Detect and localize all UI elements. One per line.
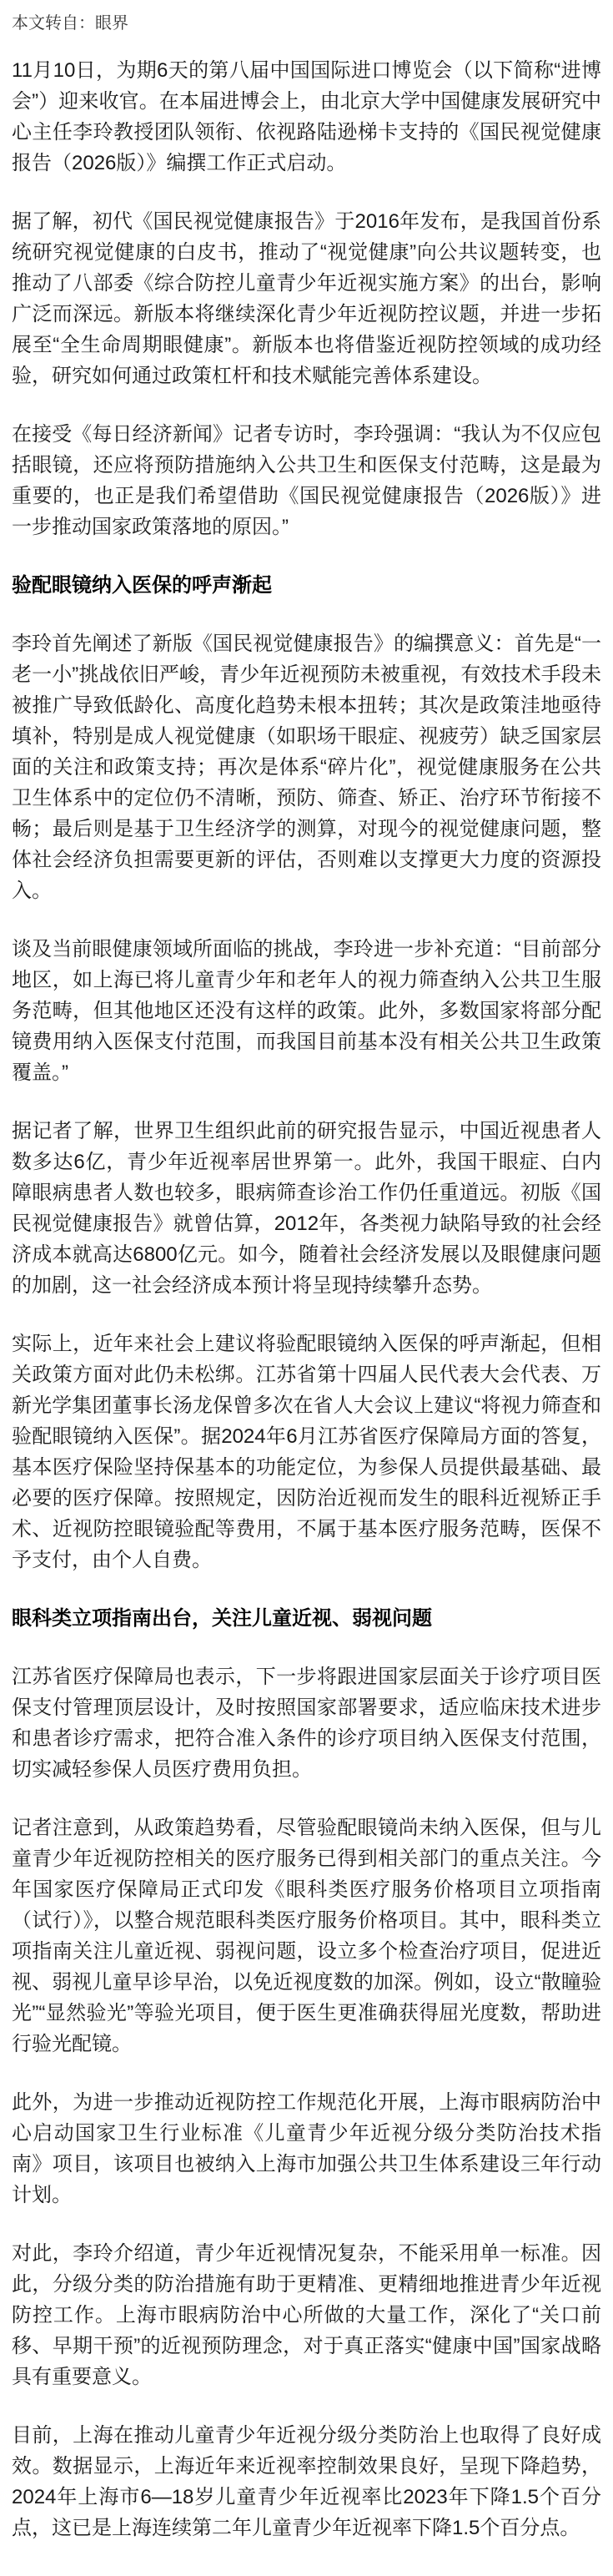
section-heading-ophthalmology-guide: 眼科类立项指南出台，关注儿童近视、弱视问题	[12, 1607, 432, 1630]
paragraph-report-history: 据了解，初代《国民视觉健康报告》于2016年发布，是我国首份系统研究视觉健康的白皮书，推动了“视觉健康”向公共议题转变，也推动了八部委《综合防控儿童青少年近视实施方案》的出台，影响广泛而深远。新版本将继续深化青少年近视防控议题，并进一步拓展至“全生命周期眼健康”。新版本也将借鉴近视防控领域的成功经验，研究如何通过政策杠杆和技术赋能完善体系建设。	[12, 210, 601, 387]
paragraph-challenges-quote: 谈及当前眼健康领域所面临的挑战，李玲进一步补充道：“目前部分地区，如上海已将儿童青少年和老年人的视力筛查纳入公共卫生服务范畴，但其他地区还没有这样的政策。此外，多数国家将部分配镜费用纳入医保支付范围，而我国目前基本没有相关公共卫生政策覆盖。”	[12, 938, 601, 1084]
paragraph-policy-trend: 记者注意到，从政策趋势看，尽管验配眼镜尚未纳入医保，但与儿童青少年近视防控相关的医疗服务已得到相关部门的重点关注。今年国家医疗保障局正式印发《眼科类医疗服务价格项目立项指南（试行）》，以整合规范眼科类医疗服务价格项目。其中，眼科类立项指南关注儿童近视、弱视问题，设立多个检查治疗项目，促进近视、弱视儿童早诊早治，以免近视度数的加深。例如，设立“散瞳验光”“显然验光”等验光项目，便于医生更准确获得屈光度数，帮助进行验光配镜。	[12, 1817, 601, 2055]
paragraph-jiangsu-proposal: 实际上，近年来社会上建议将验配眼镜纳入医保的呼声渐起，但相关政策方面对此仍未松绑。江苏省第十四届人民代表大会代表、万新光学集团董事长汤龙保曾多次在省人大会议上建议“将视力筛查和验配眼镜纳入医保”。据2024年6月江苏省医疗保障局方面的答复，基本医疗保险坚持保基本的功能定位，为参保人员提供最基础、最必要的医疗保障。按照规定，因防治近视而发生的眼科近视矫正手术、近视防控眼镜验配等费用，不属于基本医疗服务范畴，医保不予支付，由个人自费。	[12, 1333, 601, 1571]
paragraph-shanghai-standard: 此外，为进一步推动近视防控工作规范化开展，上海市眼病防治中心启动国家卫生行业标准《儿童青少年近视分级分类防治技术指南》项目，该项目也被纳入上海市加强公共卫生体系建设三年行动计划。	[12, 2091, 601, 2206]
paragraph-who-statistics: 据记者了解，世界卫生组织此前的研究报告显示，中国近视患者人数多达6亿，青少年近视率居世界第一。此外，我国干眼症、白内障眼病患者人数也较多，眼病筛查诊治工作仍任重道远。初版《国民视觉健康报告》就曾估算，2012年，各类视力缺陷导致的社会经济成本就高达6800亿元。如今，随着社会经济发展以及眼健康问题的加剧，这一社会经济成本预计将呈现持续攀升态势。	[12, 1120, 601, 1297]
paragraph-liling-quote: 在接受《每日经济新闻》记者专访时，李玲强调：“我认为不仅应包括眼镜，还应将预防措施纳入公共卫生和医保支付范畴，这是最为重要的，也正是我们希望借助《国民视觉健康报告（2026版）》进一步推动国家政策落地的原因。”	[12, 423, 601, 538]
paragraph-report-significance: 李玲首先阐述了新版《国民视觉健康报告》的编撰意义：首先是“一老一小”挑战依旧严峻，青少年近视预防未被重视，有效技术手段未被推广导致低龄化、高度化趋势未根本扭转；其次是政策洼地亟待填补，特别是成人视觉健康（如职场干眼症、视疲劳）缺乏国家层面的关注和政策支持；再次是体系“碎片化”，视觉健康服务在公共卫生体系中的定位仍不清晰，预防、筛查、矫正、治疗环节衔接不畅；最后则是基于卫生经济学的测算，对现今的视觉健康问题，整体社会经济负担需要更新的评估，否则难以支撑更大力度的资源投入。	[12, 633, 601, 902]
paragraph-jiangsu-bureau-response: 江苏省医疗保障局也表示，下一步将跟进国家层面关于诊疗项目医保支付管理顶层设计，及时按照国家部署要求，适应临床技术进步和患者诊疗需求，把符合准入条件的诊疗项目纳入医保支付范围，切实减轻参保人员医疗费用负担。	[12, 1666, 601, 1781]
section-heading-medical-insurance: 验配眼镜纳入医保的呼声渐起	[12, 574, 272, 597]
paragraph-intro: 11月10日，为期6天的第八届中国国际进口博览会（以下简称“进博会”）迎来收官。在本届进博会上，由北京大学中国健康发展研究中心主任李玲教授团队领衔、依视路陆逊梯卡支持的《国民视觉健康报告（2026版）》编撰工作正式启动。	[12, 59, 601, 174]
paragraph-shanghai-results: 目前，上海在推动儿童青少年近视分级分类防治上也取得了良好成效。数据显示，上海近年来近视率控制效果良好，呈现下降趋势，2024年上海市6—18岁儿童青少年近视率比2023年下降1.5个百分点，这已是上海连续第二年儿童青少年近视率下降1.5个百分点。	[12, 2424, 601, 2539]
paragraph-liling-classification: 对此，李玲介绍道，青少年近视情况复杂，不能采用单一标准。因此，分级分类的防治措施有助于更精准、更精细地推进青少年近视防控工作。上海市眼病防治中心所做的大量工作，深化了“关口前移、早期干预”的近视预防理念，对于真正落实“健康中国”国家战略具有重要意义。	[12, 2242, 601, 2388]
article-source-line: 本文转自：眼界	[12, 14, 128, 33]
